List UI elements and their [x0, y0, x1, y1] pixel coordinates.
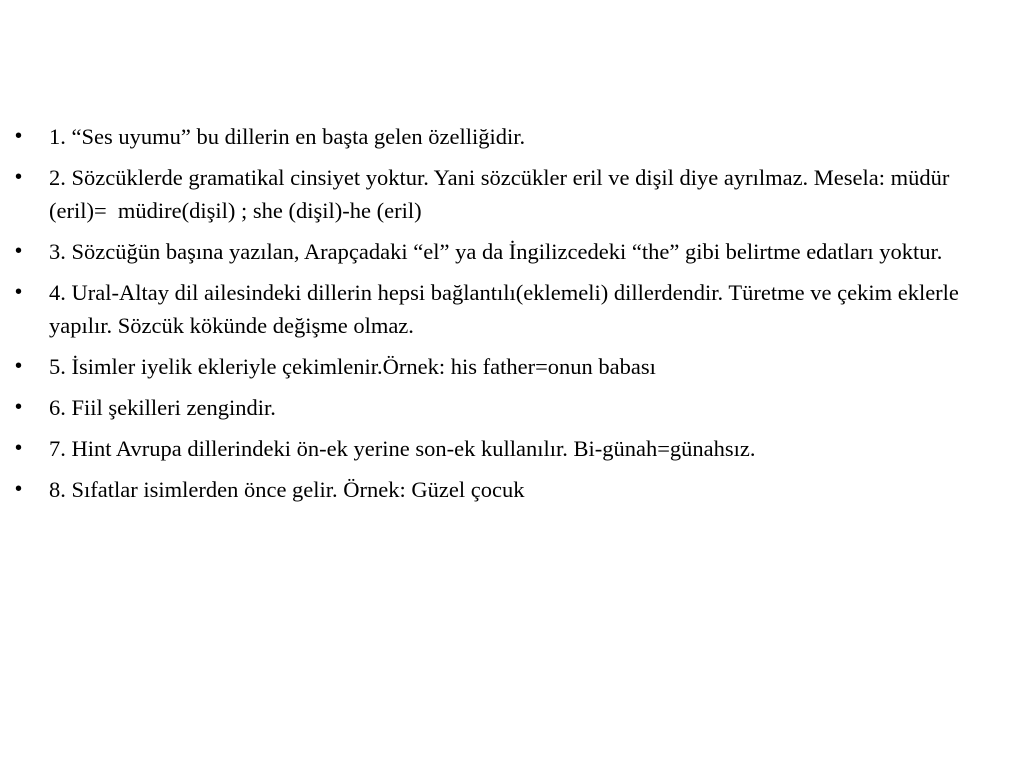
- list-item: [0, 432, 1024, 465]
- list-item-text: 6. Fiil şekilleri zengindir.: [49, 395, 276, 420]
- bullet-icon: •: [15, 355, 23, 377]
- bullet-list: [0, 120, 1024, 514]
- bullet-icon: •: [15, 396, 23, 418]
- list-item: [0, 161, 1024, 227]
- list-item: [0, 473, 1024, 506]
- list-item: [0, 235, 1024, 268]
- list-item: [0, 391, 1024, 424]
- bullet-icon: •: [15, 240, 23, 262]
- bullet-icon: •: [15, 125, 23, 147]
- list-item-text: 7. Hint Avrupa dillerindeki ön-ek yerine son-ek kullanılır. Bi-günah=günahsız.: [49, 436, 756, 461]
- list-item-text: 8. Sıfatlar isimlerden önce gelir. Örnek: Güzel çocuk: [49, 477, 525, 502]
- bullet-icon: •: [15, 437, 23, 459]
- list-item-text: 1. “Ses uyumu” bu dillerin en başta gelen özelliğidir.: [49, 124, 526, 149]
- bullet-icon: •: [15, 166, 23, 188]
- list-item-text: 4. Ural-Altay dil ailesindeki dillerin hepsi bağlantılı(eklemeli) dillerdendir. Türetme ve çekim eklerle yapılır. Sözcük kökünde değişme olmaz.: [49, 280, 965, 338]
- list-item-text: 2. Sözcüklerde gramatikal cinsiyet yoktur. Yani sözcükler eril ve dişil diye ayrılmaz. Mesela: müdür (eril)= müdire(dişil) ; she (dişil)-he (eril): [49, 165, 956, 223]
- list-item: [0, 350, 1024, 383]
- list-item-text: 5. İsimler iyelik ekleriyle çekimlenir.Örnek: his father=onun babası: [49, 354, 656, 379]
- list-item: [0, 276, 1024, 342]
- bullet-icon: •: [15, 281, 23, 303]
- list-item-text: 3. Sözcüğün başına yazılan, Arapçadaki “el” ya da İngilizcedeki “the” gibi belirtme edatları yoktur.: [49, 239, 943, 264]
- bullet-icon: •: [15, 478, 23, 500]
- list-item: [0, 120, 1024, 153]
